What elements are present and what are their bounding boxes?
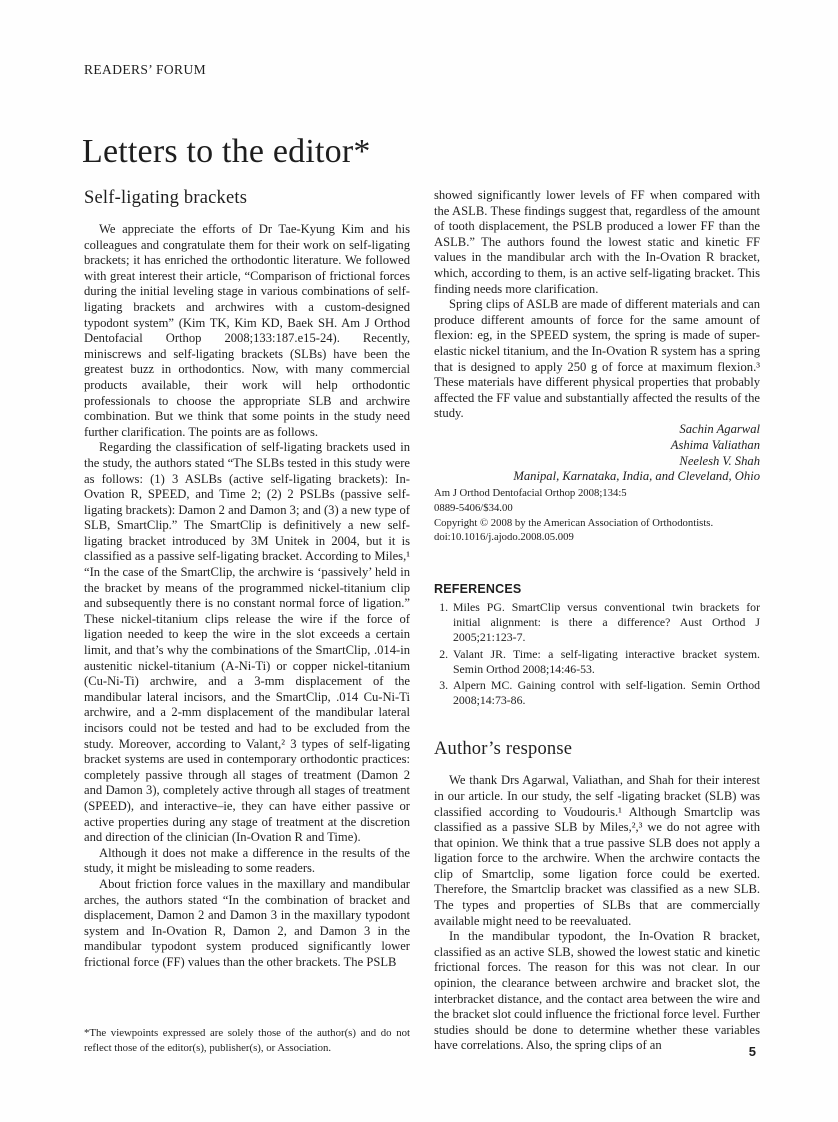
signature-block: [434, 422, 760, 485]
page-title: Letters to the editor*: [82, 132, 371, 170]
signature-name: Sachin Agarwal: [679, 421, 760, 436]
response-paragraph: In the mandibular typodont, the In-Ovation R bracket, classified as an active SLB, showed the lowest static and kinetic frictional forces. The reason for this was not clear. In our opinion, the clearance between archwire and bracket slot, the interbracket distance, and the contact area between the wire and the bracket slot could influence the frictional force level. Further studies should be done to determine whether these variables have correlations. Also, the spring clips of an: [434, 929, 760, 1053]
left-column: [84, 188, 410, 971]
citation-block: [434, 486, 760, 545]
letter-paragraph: Regarding the classification of self-ligating brackets used in the study, the authors stated “The SLBs tested in this study were as follows: (1) 3 ASLBs (active self-ligating brackets): In-Ovation R, SPEED, and Time 2; (2) 2 PSLBs (passive self-ligating brackets): Damon 2 and Damon 3; and (3) a new type of SLB, SmartClip.” The SmartClip is definitively a new self-ligating bracket introduced by 3M Unitek in 2004, but it is classified as a passive self-ligating bracket. According to Miles,¹ “In the case of the SmartClip, the archwire is ‘passively’ held in the bracket by means of the programmed nickel-titanium clip and subsequently there is no constant normal force of ligation.” These nickel-titanium clips release the wire if the force of ligation needed to keep the wire in the slot exceeds a certain limit, and that’s why the combinations of the SmartClip, .014-in austenitic nickel-titanium (A-Ni-Ti) or copper nickel-titanium (Cu-Ni-Ti) archwire, and a 3-mm displacement of the mandibular lateral incisors, and the SmartClip, .014 Cu-Ni-Ti archwire, and a 2-mm displacement of the mandibular lateral incisors could not be tested and had to be excluded from the study. Moreover, according to Valant,² 3 types of self-ligating bracket systems are used in contemporary orthodontic practices: completely passive through all stages of treatment (Damon 2 and Damon 3), completely active through all stages of treatment (SPEED), and interactive–ie, they can have either passive or active properties during any stage of treatment at the discretion and direction of the clinician (In-Ovation R and Time).: [84, 440, 410, 845]
letter-heading: Self-ligating brackets: [84, 188, 248, 208]
citation-line: Am J Orthod Dentofacial Orthop 2008;134:5: [434, 487, 627, 500]
section-kicker: READERS’ FORUM: [84, 62, 206, 77]
signature-name: Ashima Valiathan: [670, 437, 760, 452]
references-list: [434, 600, 760, 708]
reference-item: 1. Miles PG. SmartClip versus conventional twin brackets for initial alignment: is there a difference? Aust Orthod J 2005;21:123-7.: [451, 600, 760, 646]
letter-paragraph: Although it does not make a difference in the results of the study, it might be misleading to some readers.: [84, 845, 410, 876]
references-heading: REFERENCES: [434, 581, 522, 596]
reference-item: 3. Alpern MC. Gaining control with self-ligation. Semin Orthod 2008;14:73-86.: [451, 678, 760, 708]
citation-line: doi:10.1016/j.ajodo.2008.05.009: [434, 531, 574, 544]
citation-line: Copyright © 2008 by the American Association of Orthodontists.: [434, 516, 714, 529]
letter-paragraph: Spring clips of ASLB are made of different materials and can produce different amounts of force for the same amount of flexion: eg, in the SPEED system, the spring is made of super-elastic nickel titanium, and the In-Ovation R system has a spring that is designed to apply 250 g of force at maximum flexion.³ These materials have different physical properties that probably affected the FF value and substantially affected the results of the study.: [434, 297, 760, 421]
response-paragraph: We thank Drs Agarwal, Valiathan, and Shah for their interest in our article. In our study, the self -ligating bracket (SLB) was classified according to Voudouris.¹ Although Smartclip was classified as a passive SLB by Miles,²,³ we do not agree with that opinion. We think that a true passive SLB does not apply a ligation force to the archwire. When the archwire contacts the clip of Smartclip, some ligation force could be exerted. Therefore, the Smartclip bracket was classified as a new SLB. The types and properties of SLBs that are commercially available might need to be reevaluated.: [434, 773, 760, 928]
viewpoints-footnote: *The viewpoints expressed are solely those of the author(s) and do not reflect those of the editor(s), publisher(s), or Association.: [84, 1027, 410, 1054]
response-heading: Author’s response: [434, 739, 573, 760]
signature-location: Manipal, Karnataka, India, and Cleveland, Ohio: [513, 469, 760, 484]
letter-paragraph: About friction force values in the maxillary and mandibular arches, the authors stated “In the combination of bracket and displacement, Damon 2 and Damon 3 in the maxillary typodont system and In-Ovation R, Damon 2, and Damon 3 in the mandibular typodont system produced significantly lower frictional force (FF) values than the other brackets. The PSLB: [84, 876, 410, 969]
page-number: 5: [748, 1044, 756, 1059]
letter-paragraph-continuation: showed significantly lower levels of FF when compared with the ASLB. These findings suggest that, regardless of the amount of tooth displacement, the PSLB produced a lower FF than the ASLB.” The authors found the lowest static and kinetic FF values in the mandibular arch with the In-Ovation R bracket, which, according to them, is an active self-ligating bracket. This finding needs more clarification.: [434, 188, 760, 296]
citation-line: 0889-5406/$34.00: [434, 501, 513, 514]
letter-paragraph: We appreciate the efforts of Dr Tae-Kyung Kim and his colleagues and congratulate them for their work on self-ligating brackets; it has enriched the orthodontic literature. We followed with great interest their article, “Comparison of frictional forces during the initial leveling stage in various combinations of self-ligating brackets and archwires with a custom-designed typodont system” (Kim TK, Kim KD, Baek SH. Am J Orthod Dentofacial Orthop 2008;133:187.e15-24). Recently, miniscrews and self-ligating brackets (SLBs) have been the greatest buzz in orthodontics. Now, with many commercial products available, their work will help orthodontic professionals to choose the appropriate SLB and archwire combination. But we think that some points in the study need further clarification. The points are as follows.: [84, 222, 410, 439]
signature-name: Neelesh V. Shah: [679, 453, 760, 468]
right-column: [434, 188, 760, 1054]
reference-item: 2. Valant JR. Time: a self-ligating interactive bracket system. Semin Orthod 2008;14:46-53.: [451, 647, 760, 677]
